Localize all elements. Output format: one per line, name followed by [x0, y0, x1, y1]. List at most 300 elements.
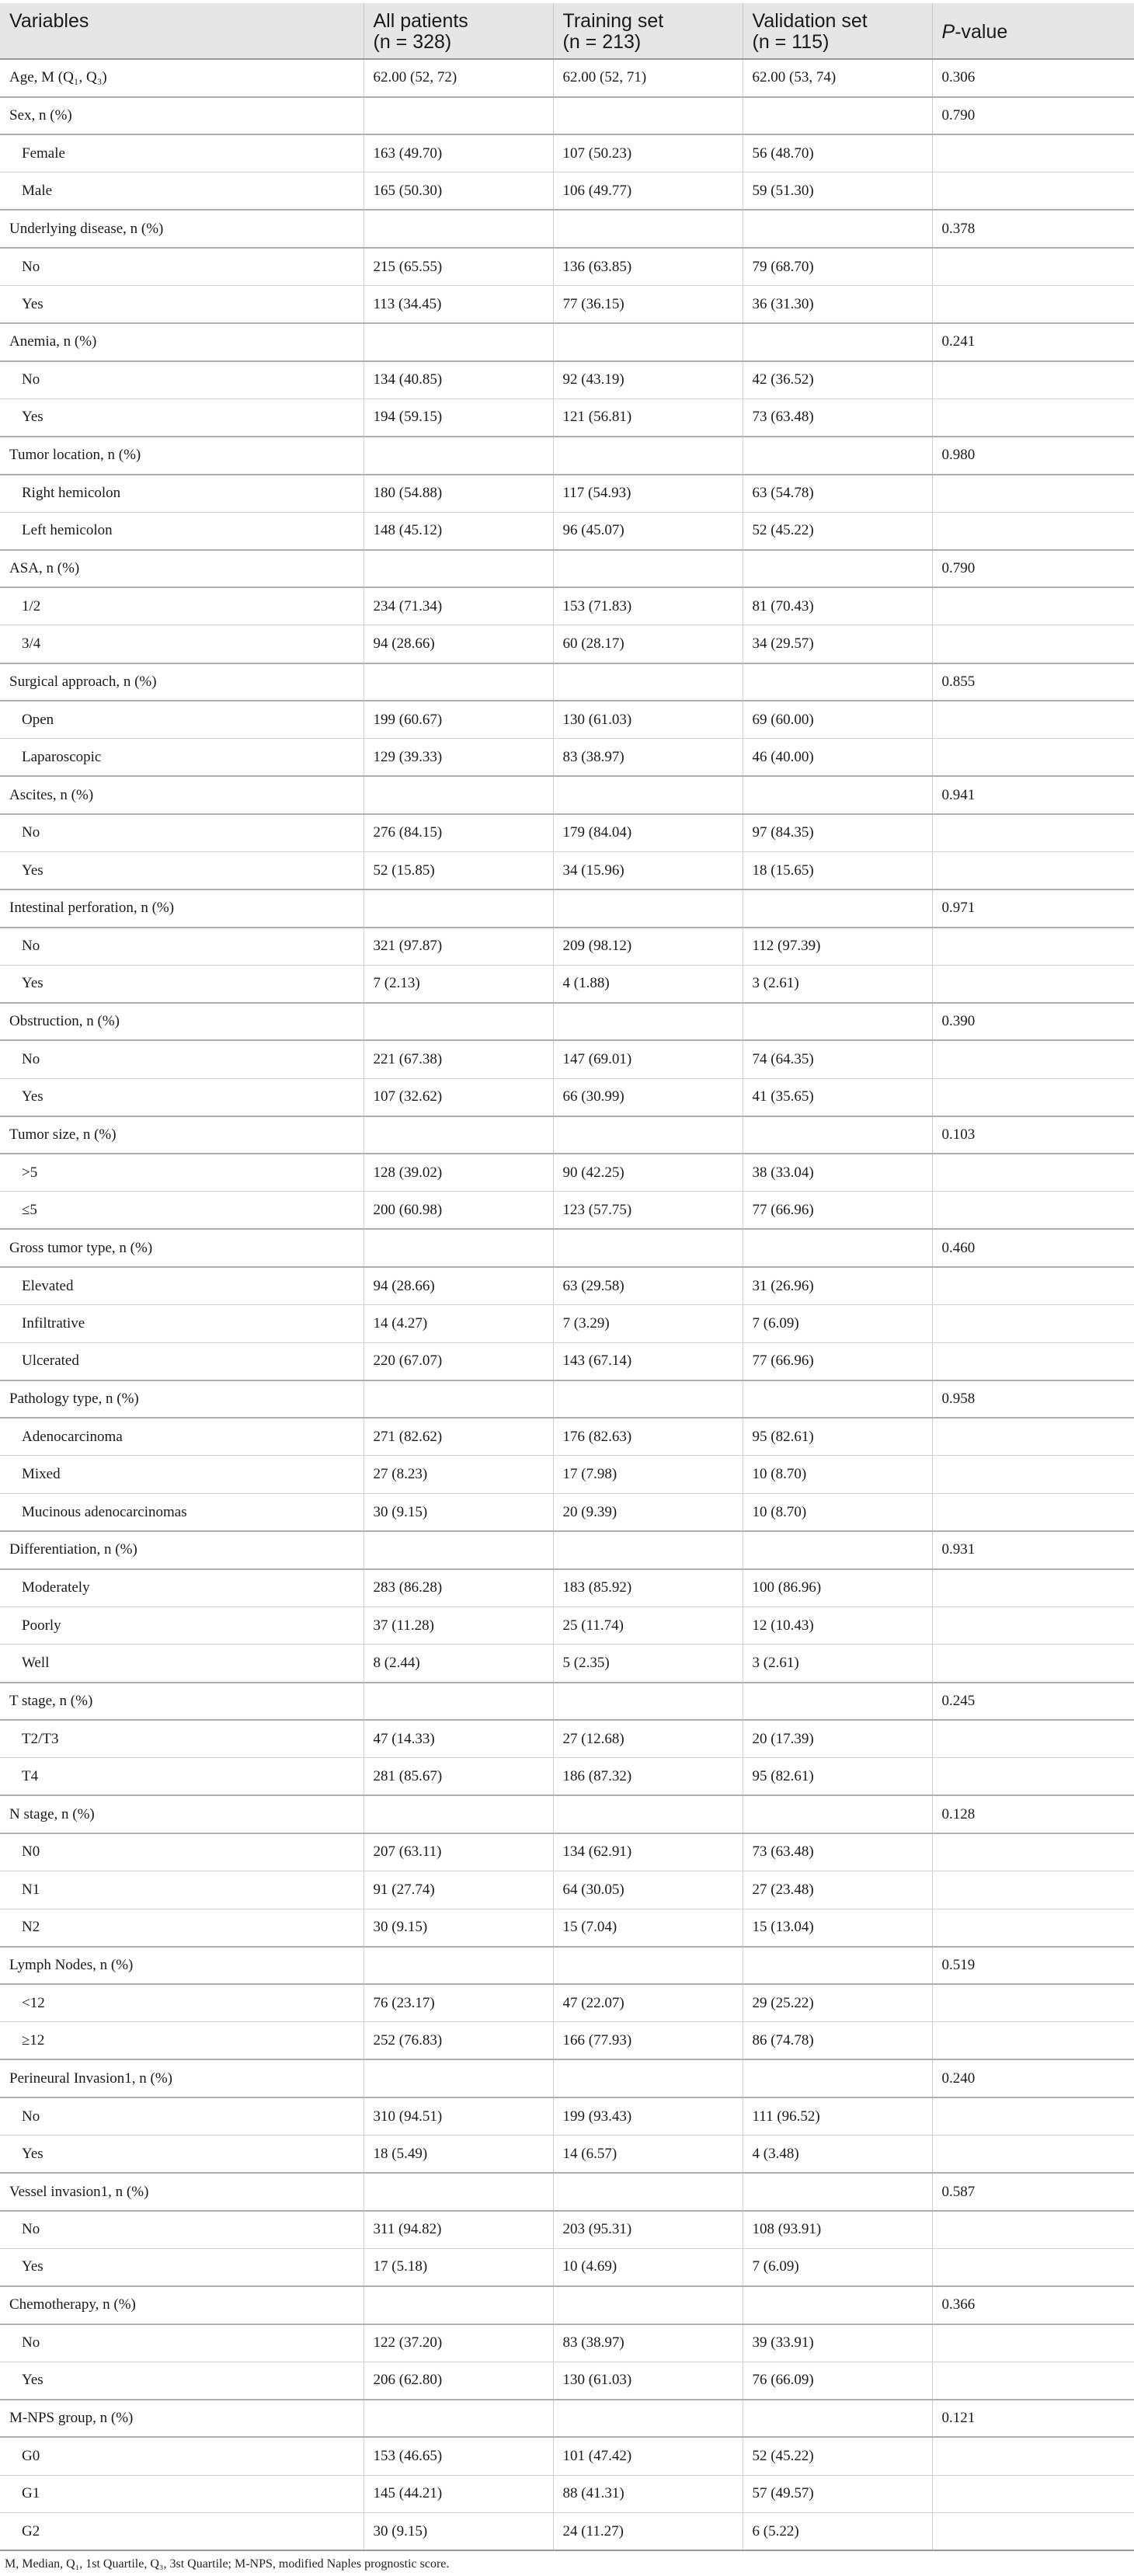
table-row — [0, 1984, 1134, 2022]
cell-training-set — [553, 210, 743, 248]
cell-p-value: 0.519 — [932, 1947, 1134, 1985]
cell-training-set — [553, 1380, 743, 1419]
cell-all-patients: 129 (39.33) — [364, 739, 553, 777]
cell-p-value: 0.121 — [932, 2400, 1134, 2438]
cell-all-patients: 199 (60.67) — [364, 701, 553, 739]
cell-training-set: 66 (30.99) — [553, 1078, 743, 1116]
table-row — [0, 1192, 1134, 1230]
table-row — [0, 172, 1134, 211]
cell-all-patients — [364, 1229, 553, 1267]
cell-training-set — [553, 323, 743, 361]
cell-all-patients: 215 (65.55) — [364, 248, 553, 286]
cell-validation-set — [743, 550, 932, 588]
cell-variable: M-NPS group, n (%) — [0, 2400, 364, 2438]
cell-all-patients: 91 (27.74) — [364, 1871, 553, 1909]
table-row — [0, 286, 1134, 324]
cell-p-value: 0.245 — [932, 1683, 1134, 1721]
cell-variable: Differentiation, n (%) — [0, 1531, 364, 1569]
cell-p-value — [932, 851, 1134, 889]
table-row — [0, 248, 1134, 286]
cell-all-patients — [364, 550, 553, 588]
cell-training-set: 179 (84.04) — [553, 814, 743, 852]
cell-validation-set: 59 (51.30) — [743, 172, 932, 211]
cell-training-set — [553, 97, 743, 135]
cell-variable: Age, M (Q₁, Q₃) — [0, 59, 364, 97]
cell-validation-set: 27 (23.48) — [743, 1871, 932, 1909]
cell-validation-set — [743, 1229, 932, 1267]
cell-validation-set: 73 (63.48) — [743, 1833, 932, 1871]
cell-training-set: 147 (69.01) — [553, 1040, 743, 1078]
cell-p-value — [932, 965, 1134, 1003]
table-row — [0, 2248, 1134, 2286]
cell-validation-set: 52 (45.22) — [743, 512, 932, 550]
cell-p-value — [932, 2022, 1134, 2060]
cell-all-patients: 27 (8.23) — [364, 1456, 553, 1494]
cell-training-set: 101 (47.42) — [553, 2437, 743, 2475]
cell-p-value: 0.971 — [932, 889, 1134, 928]
table-row — [0, 1947, 1134, 1985]
cell-training-set: 83 (38.97) — [553, 2324, 743, 2362]
cell-p-value — [932, 2513, 1134, 2551]
cell-validation-set: 57 (49.57) — [743, 2475, 932, 2513]
table-row — [0, 1833, 1134, 1871]
cell-variable: 1/2 — [0, 587, 364, 625]
cell-variable: Yes — [0, 851, 364, 889]
cell-validation-set: 63 (54.78) — [743, 475, 932, 513]
cell-variable: Sex, n (%) — [0, 97, 364, 135]
cell-p-value — [932, 1154, 1134, 1192]
cell-all-patients: 62.00 (52, 72) — [364, 59, 553, 97]
header-training-set — [553, 3, 743, 59]
cell-variable: Ulcerated — [0, 1342, 364, 1380]
cell-training-set — [553, 2059, 743, 2097]
cell-variable: Surgical approach, n (%) — [0, 663, 364, 701]
cell-all-patients — [364, 776, 553, 814]
cell-variable: ≥12 — [0, 2022, 364, 2060]
cell-all-patients — [364, 2400, 553, 2438]
cell-validation-set: 97 (84.35) — [743, 814, 932, 852]
cell-variable: Anemia, n (%) — [0, 323, 364, 361]
cell-p-value — [932, 2211, 1134, 2249]
cell-p-value — [932, 1645, 1134, 1683]
cell-all-patients: 321 (97.87) — [364, 928, 553, 966]
table-row — [0, 1531, 1134, 1569]
cell-p-value: 0.103 — [932, 1116, 1134, 1154]
cell-p-value — [932, 2362, 1134, 2400]
table-row — [0, 1909, 1134, 1947]
cell-all-patients: 37 (11.28) — [364, 1607, 553, 1645]
cell-all-patients: 8 (2.44) — [364, 1645, 553, 1683]
cell-p-value: 0.931 — [932, 1531, 1134, 1569]
cell-p-value — [932, 2136, 1134, 2174]
cell-validation-set — [743, 2059, 932, 2097]
cell-training-set: 199 (93.43) — [553, 2097, 743, 2136]
cell-all-patients — [364, 1380, 553, 1419]
cell-variable: Right hemicolon — [0, 475, 364, 513]
cell-variable: Yes — [0, 399, 364, 437]
cell-variable: Lymph Nodes, n (%) — [0, 1947, 364, 1985]
cell-validation-set — [743, 889, 932, 928]
cell-p-value — [932, 625, 1134, 663]
table-row — [0, 475, 1134, 513]
cell-all-patients: 221 (67.38) — [364, 1040, 553, 1078]
cell-training-set: 64 (30.05) — [553, 1871, 743, 1909]
cell-p-value — [932, 1418, 1134, 1456]
cell-p-value — [932, 814, 1134, 852]
cell-variable: Yes — [0, 965, 364, 1003]
header-training-set-count: (n = 213) — [562, 31, 642, 53]
cell-training-set: 5 (2.35) — [553, 1645, 743, 1683]
cell-all-patients: 252 (76.83) — [364, 2022, 553, 2060]
header-p-value — [932, 3, 1134, 59]
table-row — [0, 2437, 1134, 2475]
cell-all-patients: 153 (46.65) — [364, 2437, 553, 2475]
cell-validation-set: 36 (31.30) — [743, 286, 932, 324]
cell-validation-set: 10 (8.70) — [743, 1494, 932, 1532]
cell-variable: No — [0, 2211, 364, 2249]
cell-p-value — [932, 928, 1134, 966]
cell-variable: <12 — [0, 1984, 364, 2022]
cell-all-patients: 122 (37.20) — [364, 2324, 553, 2362]
cell-training-set: 130 (61.03) — [553, 701, 743, 739]
cell-all-patients: 311 (94.82) — [364, 2211, 553, 2249]
cell-variable: Male — [0, 172, 364, 211]
cell-all-patients: 94 (28.66) — [364, 1267, 553, 1305]
table-row — [0, 550, 1134, 588]
cell-training-set: 136 (63.85) — [553, 248, 743, 286]
table-row — [0, 2324, 1134, 2362]
cell-validation-set: 112 (97.39) — [743, 928, 932, 966]
cell-training-set: 107 (50.23) — [553, 134, 743, 172]
cell-variable: 3/4 — [0, 625, 364, 663]
table-row — [0, 2022, 1134, 2060]
cell-all-patients — [364, 1531, 553, 1569]
cell-variable: Perineural Invasion1, n (%) — [0, 2059, 364, 2097]
cell-p-value — [932, 1040, 1134, 1078]
cell-training-set: 7 (3.29) — [553, 1305, 743, 1343]
cell-variable: T stage, n (%) — [0, 1683, 364, 1721]
cell-variable: Well — [0, 1645, 364, 1683]
cell-p-value: 0.855 — [932, 663, 1134, 701]
cell-validation-set: 38 (33.04) — [743, 1154, 932, 1192]
cell-training-set: 4 (1.88) — [553, 965, 743, 1003]
cell-all-patients: 234 (71.34) — [364, 587, 553, 625]
cell-p-value — [932, 134, 1134, 172]
cell-validation-set: 20 (17.39) — [743, 1720, 932, 1758]
cell-variable: Tumor size, n (%) — [0, 1116, 364, 1154]
cell-p-value — [932, 2248, 1134, 2286]
cell-training-set: 17 (7.98) — [553, 1456, 743, 1494]
table-row — [0, 1683, 1134, 1721]
table-row — [0, 2362, 1134, 2400]
cell-training-set: 96 (45.07) — [553, 512, 743, 550]
header-validation-set-title: Validation set — [752, 10, 868, 32]
cell-validation-set: 108 (93.91) — [743, 2211, 932, 2249]
cell-variable: Obstruction, n (%) — [0, 1003, 364, 1041]
cell-training-set: 176 (82.63) — [553, 1418, 743, 1456]
cell-variable: ≤5 — [0, 1192, 364, 1230]
table-row — [0, 1456, 1134, 1494]
cell-p-value: 0.460 — [932, 1229, 1134, 1267]
cell-p-value — [932, 1833, 1134, 1871]
cell-all-patients: 271 (82.62) — [364, 1418, 553, 1456]
cell-training-set: 186 (87.32) — [553, 1758, 743, 1796]
cell-variable: N1 — [0, 1871, 364, 1909]
header-p-value-italic: P — [941, 21, 955, 43]
cell-variable: Gross tumor type, n (%) — [0, 1229, 364, 1267]
cell-p-value — [932, 2324, 1134, 2362]
cell-variable: G1 — [0, 2475, 364, 2513]
cell-training-set: 92 (43.19) — [553, 361, 743, 399]
cell-variable: Poorly — [0, 1607, 364, 1645]
cell-all-patients — [364, 2286, 553, 2324]
table-row — [0, 1040, 1134, 1078]
cell-training-set — [553, 550, 743, 588]
cell-all-patients: 14 (4.27) — [364, 1305, 553, 1343]
cell-all-patients: 206 (62.80) — [364, 2362, 553, 2400]
cell-p-value — [932, 1342, 1134, 1380]
cell-p-value — [932, 1984, 1134, 2022]
table-row — [0, 663, 1134, 701]
cell-variable: Mucinous adenocarcinomas — [0, 1494, 364, 1532]
cell-validation-set — [743, 1795, 932, 1833]
cell-validation-set — [743, 1116, 932, 1154]
cell-validation-set: 7 (6.09) — [743, 1305, 932, 1343]
cell-variable: Mixed — [0, 1456, 364, 1494]
table-row — [0, 1418, 1134, 1456]
table-row — [0, 1607, 1134, 1645]
cell-validation-set: 76 (66.09) — [743, 2362, 932, 2400]
cell-all-patients: 113 (34.45) — [364, 286, 553, 324]
cell-all-patients — [364, 323, 553, 361]
table-row — [0, 1154, 1134, 1192]
table-row — [0, 1342, 1134, 1380]
cell-all-patients — [364, 1003, 553, 1041]
cell-p-value — [932, 286, 1134, 324]
cell-variable: No — [0, 1040, 364, 1078]
table-row — [0, 1116, 1134, 1154]
cell-variable: Yes — [0, 2362, 364, 2400]
cell-training-set: 203 (95.31) — [553, 2211, 743, 2249]
cell-p-value — [932, 2097, 1134, 2136]
cell-all-patients: 30 (9.15) — [364, 2513, 553, 2551]
cell-p-value — [932, 1267, 1134, 1305]
table-row — [0, 2400, 1134, 2438]
cell-validation-set: 39 (33.91) — [743, 2324, 932, 2362]
cell-all-patients — [364, 1116, 553, 1154]
cell-validation-set: 12 (10.43) — [743, 1607, 932, 1645]
table-row — [0, 625, 1134, 663]
cell-variable: ASA, n (%) — [0, 550, 364, 588]
cell-all-patients — [364, 2059, 553, 2097]
cell-training-set — [553, 776, 743, 814]
cell-validation-set: 77 (66.96) — [743, 1192, 932, 1230]
cell-variable: No — [0, 2097, 364, 2136]
cell-p-value: 0.587 — [932, 2173, 1134, 2211]
table-row — [0, 1494, 1134, 1532]
cell-training-set — [553, 1229, 743, 1267]
cell-all-patients: 17 (5.18) — [364, 2248, 553, 2286]
cell-validation-set: 42 (36.52) — [743, 361, 932, 399]
cell-all-patients — [364, 1683, 553, 1721]
cell-p-value — [932, 587, 1134, 625]
cell-training-set: 10 (4.69) — [553, 2248, 743, 2286]
cell-training-set — [553, 1531, 743, 1569]
header-validation-set — [743, 3, 932, 59]
cell-variable: >5 — [0, 1154, 364, 1192]
cell-p-value — [932, 1720, 1134, 1758]
cell-variable: Female — [0, 134, 364, 172]
cell-validation-set — [743, 776, 932, 814]
cell-variable: Tumor location, n (%) — [0, 437, 364, 475]
header-variables — [0, 3, 364, 59]
header-variables-label: Variables — [9, 10, 89, 32]
cell-variable: Yes — [0, 2248, 364, 2286]
cell-p-value — [932, 512, 1134, 550]
cell-training-set — [553, 1795, 743, 1833]
cell-training-set: 153 (71.83) — [553, 587, 743, 625]
cell-p-value — [932, 1305, 1134, 1343]
table-row — [0, 437, 1134, 475]
cell-all-patients: 145 (44.21) — [364, 2475, 553, 2513]
cell-validation-set: 41 (35.65) — [743, 1078, 932, 1116]
cell-variable: Ascites, n (%) — [0, 776, 364, 814]
cell-p-value: 0.306 — [932, 59, 1134, 97]
cell-validation-set: 111 (96.52) — [743, 2097, 932, 2136]
cell-p-value: 0.128 — [932, 1795, 1134, 1833]
cell-validation-set: 86 (74.78) — [743, 2022, 932, 2060]
table-row — [0, 2513, 1134, 2551]
cell-variable: T4 — [0, 1758, 364, 1796]
cell-training-set — [553, 663, 743, 701]
cell-validation-set: 73 (63.48) — [743, 399, 932, 437]
cell-all-patients — [364, 2173, 553, 2211]
cell-all-patients: 30 (9.15) — [364, 1494, 553, 1532]
cell-all-patients: 165 (50.30) — [364, 172, 553, 211]
cell-variable: Adenocarcinoma — [0, 1418, 364, 1456]
cell-training-set: 209 (98.12) — [553, 928, 743, 966]
cell-p-value — [932, 1192, 1134, 1230]
cell-p-value — [932, 1758, 1134, 1796]
cell-all-patients — [364, 663, 553, 701]
cell-validation-set: 34 (29.57) — [743, 625, 932, 663]
cell-p-value — [932, 172, 1134, 211]
cell-training-set — [553, 1003, 743, 1041]
cell-training-set — [553, 1683, 743, 1721]
cell-training-set: 143 (67.14) — [553, 1342, 743, 1380]
cell-variable: No — [0, 814, 364, 852]
cell-p-value — [932, 475, 1134, 513]
cell-p-value: 0.790 — [932, 550, 1134, 588]
cell-training-set: 90 (42.25) — [553, 1154, 743, 1192]
header-validation-set-count: (n = 115) — [752, 31, 830, 53]
table-row — [0, 59, 1134, 97]
table-row — [0, 134, 1134, 172]
cell-validation-set: 95 (82.61) — [743, 1758, 932, 1796]
table-row — [0, 1795, 1134, 1833]
table-row — [0, 1871, 1134, 1909]
cell-all-patients: 18 (5.49) — [364, 2136, 553, 2174]
cell-p-value: 0.390 — [932, 1003, 1134, 1041]
cell-variable: Moderately — [0, 1569, 364, 1607]
header-all-patients-count: (n = 328) — [373, 31, 452, 53]
table-row — [0, 928, 1134, 966]
cell-p-value — [932, 1569, 1134, 1607]
cell-all-patients: 163 (49.70) — [364, 134, 553, 172]
cell-training-set: 27 (12.68) — [553, 1720, 743, 1758]
cell-variable: No — [0, 361, 364, 399]
table-row — [0, 399, 1134, 437]
cell-validation-set: 100 (86.96) — [743, 1569, 932, 1607]
cell-variable: Yes — [0, 286, 364, 324]
cell-validation-set — [743, 1947, 932, 1985]
cell-training-set — [553, 1116, 743, 1154]
cell-p-value — [932, 701, 1134, 739]
cell-all-patients: 276 (84.15) — [364, 814, 553, 852]
cell-p-value: 0.790 — [932, 97, 1134, 135]
cell-validation-set: 31 (26.96) — [743, 1267, 932, 1305]
cell-all-patients: 134 (40.85) — [364, 361, 553, 399]
cell-validation-set — [743, 437, 932, 475]
cell-all-patients — [364, 97, 553, 135]
cell-variable: Underlying disease, n (%) — [0, 210, 364, 248]
table-row — [0, 210, 1134, 248]
cell-all-patients: 207 (63.11) — [364, 1833, 553, 1871]
cell-all-patients — [364, 210, 553, 248]
header-p-value-rest: -value — [955, 21, 1008, 43]
cell-training-set: 88 (41.31) — [553, 2475, 743, 2513]
table-row — [0, 2286, 1134, 2324]
cell-p-value — [932, 739, 1134, 777]
cell-validation-set: 79 (68.70) — [743, 248, 932, 286]
table-row — [0, 739, 1134, 777]
cell-all-patients — [364, 1795, 553, 1833]
cell-training-set: 15 (7.04) — [553, 1909, 743, 1947]
cell-all-patients: 310 (94.51) — [364, 2097, 553, 2136]
cell-validation-set: 4 (3.48) — [743, 2136, 932, 2174]
cell-variable: Chemotherapy, n (%) — [0, 2286, 364, 2324]
cell-validation-set: 74 (64.35) — [743, 1040, 932, 1078]
cell-p-value — [932, 1607, 1134, 1645]
cell-validation-set: 81 (70.43) — [743, 587, 932, 625]
cell-training-set — [553, 1947, 743, 1985]
cell-p-value: 0.366 — [932, 2286, 1134, 2324]
table-row — [0, 1645, 1134, 1683]
cell-validation-set: 7 (6.09) — [743, 2248, 932, 2286]
cell-validation-set: 62.00 (53, 74) — [743, 59, 932, 97]
cell-training-set: 77 (36.15) — [553, 286, 743, 324]
cell-validation-set: 18 (15.65) — [743, 851, 932, 889]
cell-validation-set — [743, 210, 932, 248]
cell-training-set: 117 (54.93) — [553, 475, 743, 513]
table-footnote: M, Median, Q₁, 1st Quartile, Q₃, 3st Quartile; M-NPS, modified Naples prognostic score. — [5, 2557, 450, 2571]
cell-validation-set: 3 (2.61) — [743, 1645, 932, 1683]
table-row — [0, 965, 1134, 1003]
cell-training-set: 25 (11.74) — [553, 1607, 743, 1645]
cell-variable: No — [0, 928, 364, 966]
table-row — [0, 1720, 1134, 1758]
cell-p-value: 0.980 — [932, 437, 1134, 475]
cell-validation-set — [743, 663, 932, 701]
cell-variable: Open — [0, 701, 364, 739]
cell-validation-set: 3 (2.61) — [743, 965, 932, 1003]
cell-p-value: 0.958 — [932, 1380, 1134, 1419]
table-row — [0, 1758, 1134, 1796]
cell-all-patients: 7 (2.13) — [364, 965, 553, 1003]
cell-all-patients: 200 (60.98) — [364, 1192, 553, 1230]
cell-validation-set — [743, 323, 932, 361]
table-row — [0, 587, 1134, 625]
